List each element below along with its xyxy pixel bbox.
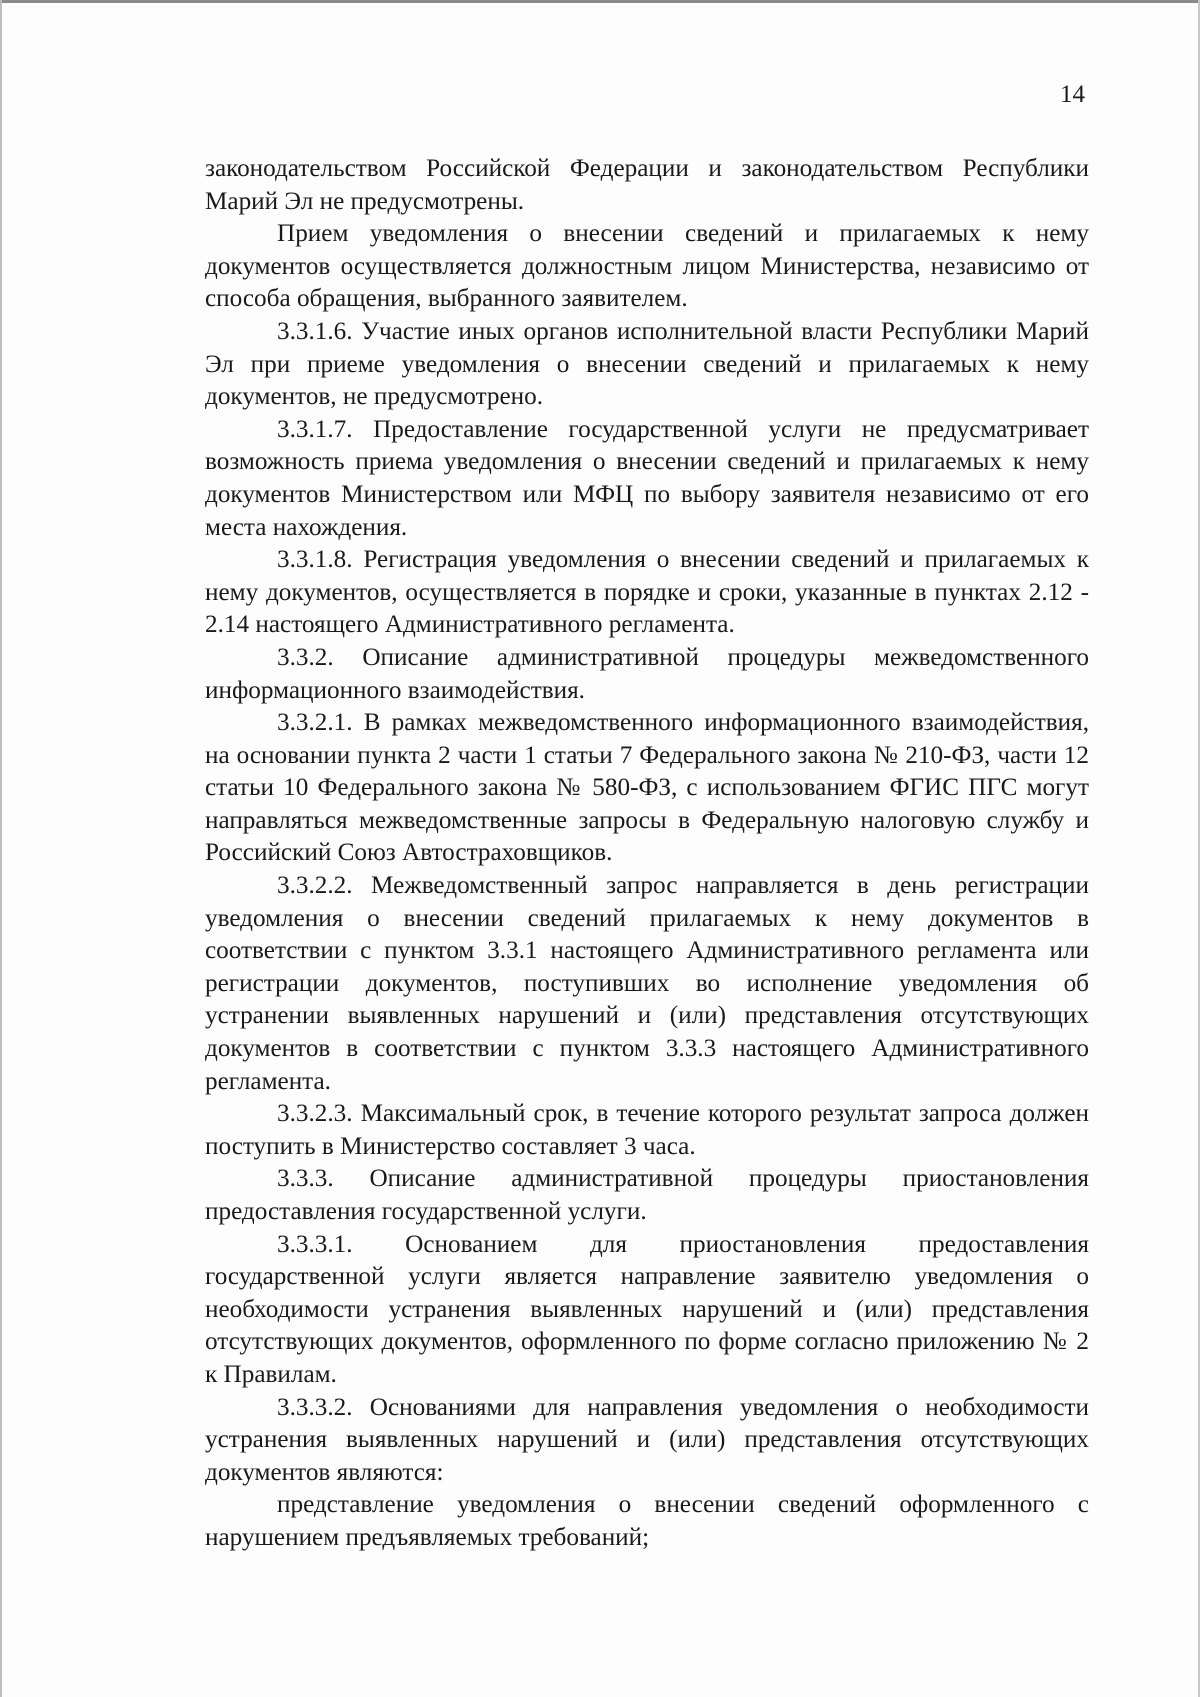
paragraph-3-3-3-1: 3.3.3.1. Основанием для приостановления предоставления государственной услуги является направление заявителю уведомления о необходимости устранения выявленных нарушений и (или) представления отсутствующих документов, оформленного по форме согласно приложению № 2 к Правилам. (205, 1230, 1089, 1388)
paragraph-3-3-2-1: 3.3.2.1. В рамках межведомственного информационного взаимодействия, на основании пункта 2 части 1 статьи 7 Федерального закона № 210-ФЗ, части 12 статьи 10 Федерального закона № 580-ФЗ, с использованием ФГИС ПГС могут направляться межведомственные запросы в Федеральную налоговую службу и Российский Союз Автостраховщиков. (205, 709, 1089, 867)
paragraph-3-3-2-2: 3.3.2.2. Межведомственный запрос направляется в день регистрации уведомления о внесении сведений прилагаемых к нему документов в соответствии с пунктом 3.3.1 настоящего Административного регламента или регистрации документов, поступивших во исполнение уведомления об устранении выявленных нарушений и (или) представления отсутствующих документов в соответствии с пунктом 3.3.3 настоящего Административного регламента. (205, 872, 1089, 1095)
paragraph-3-3-2-3: 3.3.2.3. Максимальный срок, в течение которого результат запроса должен поступить в Министерство составляет 3 часа. (205, 1100, 1089, 1160)
paragraph-3-3-2: 3.3.2. Описание административной процедуры межведомственного информационного взаимодействия. (205, 643, 1089, 704)
paragraph-reception: Прием уведомления о внесении сведений и прилагаемых к нему документов осуществляется должностным лицом Министерства, независимо от способа обращения, выбранного заявителем. (205, 220, 1089, 313)
document-body (205, 153, 1089, 1555)
page-number: 14 (1060, 81, 1085, 108)
paragraph-continuation: законодательством Российской Федерации и законодательством Республики Марий Эл не предусмотрены. (205, 155, 1089, 215)
paragraph-3-3-1-6: 3.3.1.6. Участие иных органов исполнительной власти Республики Марий Эл при приеме уведомления о внесении сведений и прилагаемых к нему документов, не предусмотрено. (205, 317, 1089, 411)
paragraph-3-3-1-8: 3.3.1.8. Регистрация уведомления о внесении сведений и прилагаемых к нему документов, осуществляется в порядке и сроки, указанные в пунктах 2.12 - 2.14 настоящего Административного регламента. (205, 546, 1089, 639)
paragraph-3-3-1-7: 3.3.1.7. Предоставление государственной услуги не предусматривает возможность приема уведомления о внесении сведений и прилагаемых к нему документов Министерством или МФЦ по выбору заявителя независимо от его места нахождения. (205, 415, 1089, 541)
scan-edge-top (0, 0, 1200, 3)
scan-edge-left (0, 0, 2, 1697)
paragraph-grounds-item: представление уведомления о внесении сведений оформленного с нарушением предъявляемых требований; (205, 1491, 1089, 1551)
paragraph-3-3-3-2: 3.3.3.2. Основаниями для направления уведомления о необходимости устранения выявленных нарушений и (или) представления отсутствующих документов являются: (205, 1393, 1089, 1486)
paragraph-3-3-3: 3.3.3. Описание административной процедуры приостановления предоставления государственной услуги. (205, 1165, 1089, 1225)
